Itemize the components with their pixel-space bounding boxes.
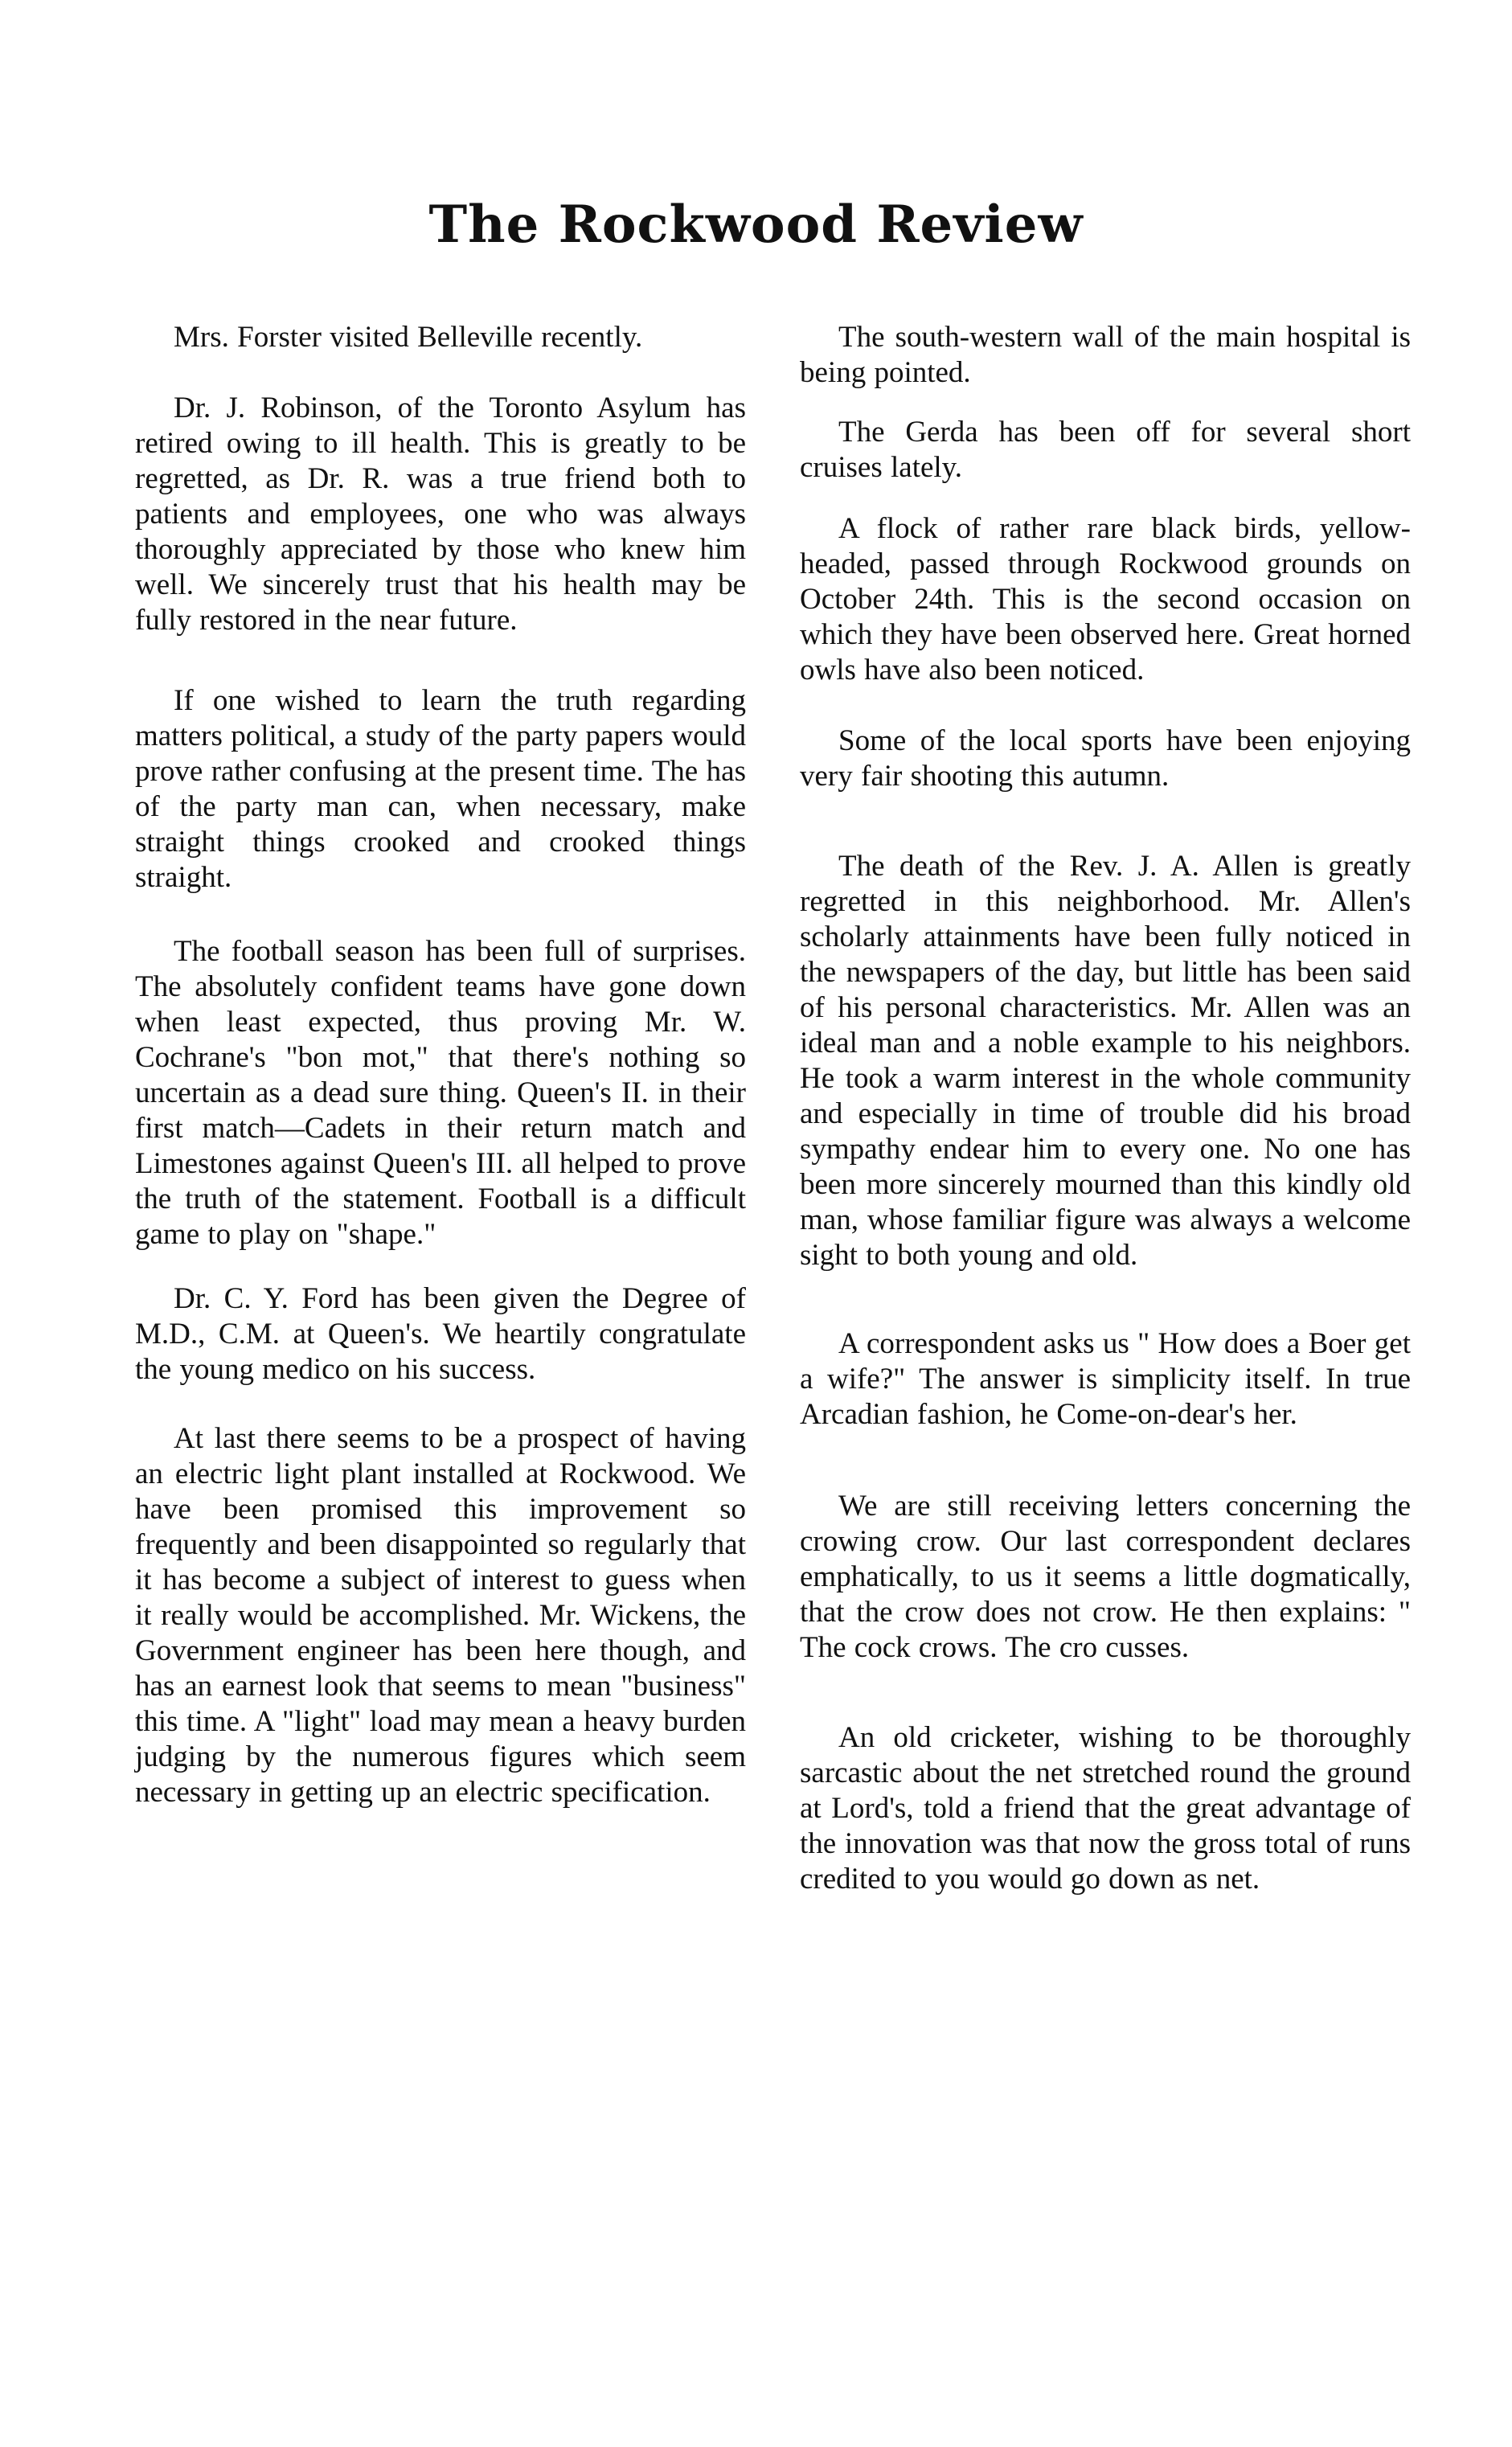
left-column (135, 320, 746, 1810)
article-paragraph: If one wished to learn the truth regarding matters political, a study of the party papers would prove rather confusing at the present time. The has of the party man can, when necessary, make straight things crooked and crooked things straight. (135, 684, 746, 894)
article-paragraph: The Gerda has been off for several short cruises lately. (800, 416, 1411, 484)
article-paragraph: Dr. C. Y. Ford has been given the Degree of M.D., C.M. at Queen's. We heartily congratulate the young medico on his success. (135, 1282, 746, 1386)
article-paragraph: Dr. J. Robinson, of the Toronto Asylum has retired owing to ill health. This is greatly to be regretted, as Dr. R. was a true friend both to patients and employees, one who was always thoroughly appreciated by those who knew him well. We sincerely trust that his health may be fully restored in the near future. (135, 391, 746, 637)
article-paragraph: Some of the local sports have been enjoying very fair shooting this autumn. (800, 724, 1411, 793)
article-paragraph: The football season has been full of surprises. The absolutely confident teams have gone down when least expected, thus proving Mr. W. Cochrane's "bon mot," that there's nothing so uncertain as a dead sure thing. Queen's II. in their first match—Cadets in their return match and Limestones against Queen's III. all helped to prove the truth of the statement. Football is a difficult game to play on "shape." (135, 935, 746, 1251)
article-paragraph: The death of the Rev. J. A. Allen is greatly regretted in this neighborhood. Mr. Allen's scholarly attainments have been fully noticed in the newspapers of the day, but little has been said of his personal characteristics. Mr. Allen was an ideal man and a noble example to his neighbors. He took a warm interest in the whole community and especially in time of trouble did his broad sympathy endear him to every one. No one has been more sincerely mourned than this kindly old man, whose familiar figure was always a welcome sight to both young and old. (800, 850, 1411, 1272)
article-paragraph: The south-western wall of the main hospital is being pointed. (800, 321, 1411, 389)
right-column (800, 320, 1411, 1897)
article-paragraph: An old cricketer, wishing to be thoroughly sarcastic about the net stretched round the ground at Lord's, told a friend that the great advantage of the innovation was that now the gross total of runs credited to you would go down as net. (800, 1721, 1411, 1896)
article-paragraph: Mrs. Forster visited Belleville recently. (174, 321, 643, 354)
masthead-title: The Rockwood Review (428, 195, 1084, 255)
article-paragraph: A flock of rather rare black birds, yellow-headed, passed through Rockwood grounds on October 24th. This is the second occasion on which they have been observed here. Great horned owls have also been noticed. (800, 512, 1411, 687)
article-paragraph: We are still receiving letters concerning the crowing crow. Our last correspondent declares emphatically, to us it seems a little dogmatically, that the crow does not crow. He then explains: " The cock crows. The cro cusses. (800, 1490, 1411, 1664)
article-paragraph: A correspondent asks us " How does a Boer get a wife?" The answer is simplicity itself. In true Arcadian fashion, he Come-on-dear's her. (800, 1327, 1411, 1431)
article-paragraph: At last there seems to be a prospect of having an electric light plant installed at Rockwood. We have been promised this improvement so frequently and been disappointed so regularly that it has become a subject of interest to guess when it really would be accomplished. Mr. Wickens, the Government engineer has been here though, and has an earnest look that seems to mean "business" this time. A "light" load may mean a heavy burden judging by the numerous figures which seem necessary in getting up an electric specification. (135, 1422, 746, 1809)
